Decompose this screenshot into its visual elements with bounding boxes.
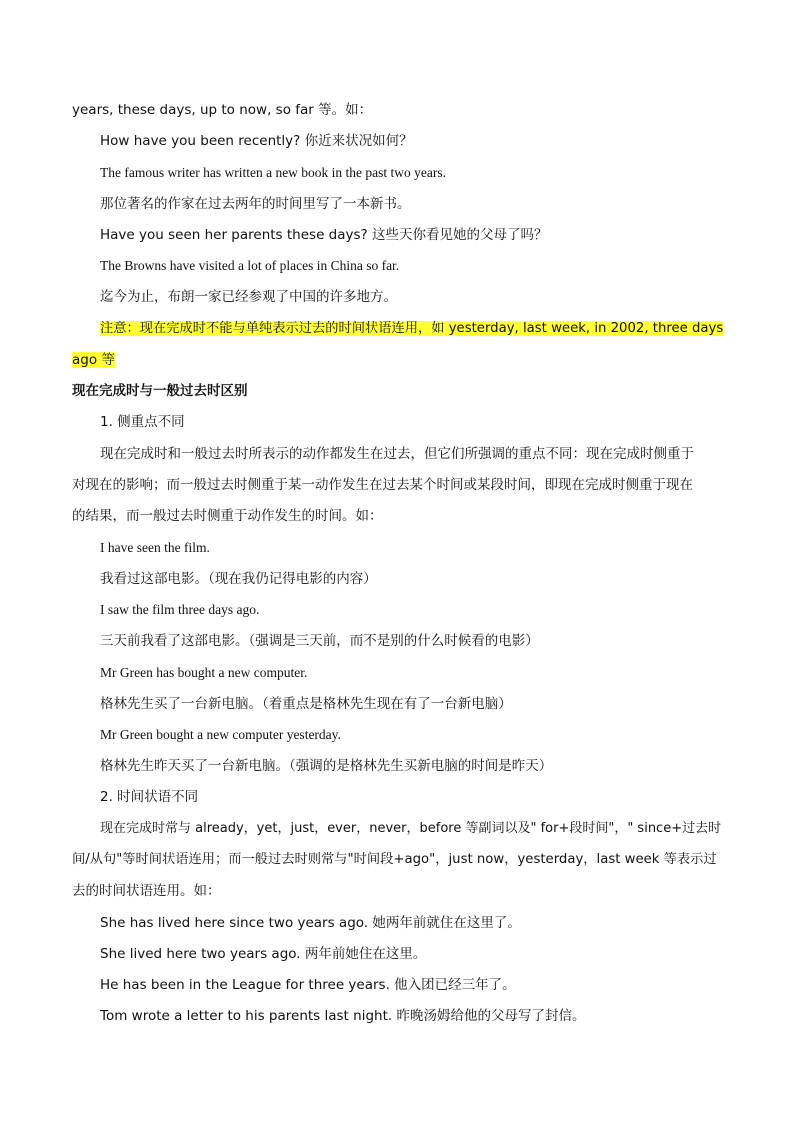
translation-line: 那位著名的作家在过去两年的时间里写了一本新书。	[100, 196, 411, 212]
example-line: Tom wrote a letter to his parents last night. 昨晚汤姆给他的父母写了封信。	[100, 1008, 586, 1024]
section-heading: 现在完成时与一般过去时区别	[72, 383, 248, 399]
example-line: She has lived here since two years ago. 她两年前就住在这里了。	[100, 915, 521, 931]
paragraph-line: 去的时间状语连用。如：	[72, 883, 221, 899]
translation-line: 格林先生买了一台新电脑。（着重点是格林先生现在有了一台新电脑）	[100, 696, 512, 712]
example-line: I have seen the film.	[100, 540, 210, 555]
subheading-1: 1. 侧重点不同	[100, 414, 185, 430]
highlight: ago 等	[72, 352, 115, 368]
translation-line: 三天前我看了这部电影。（强调是三天前，而不是别的什么时候看的电影）	[100, 633, 539, 649]
paragraph-line: 现在完成时和一般过去时所表示的动作都发生在过去，但它们所强调的重点不同：现在完成时侧重于	[100, 446, 694, 462]
example-line: The Browns have visited a lot of places in China so far.	[100, 258, 400, 273]
translation-line: 格林先生昨天买了一台新电脑。（强调的是格林先生买新电脑的时间是昨天）	[100, 758, 553, 774]
example-line: How have you been recently? 你近来状况如何？	[100, 133, 413, 149]
note-line-1	[100, 319, 724, 339]
paragraph-line: 对现在的影响；而一般过去时侧重于某一动作发生在过去某个时间或某段时间，即现在完成时侧重于现在	[72, 477, 693, 493]
example-line: She lived here two years ago. 两年前她住在这里。	[100, 946, 427, 962]
translation-line: 我看过这部电影。（现在我仍记得电影的内容）	[100, 571, 377, 587]
example-line: The famous writer has written a new book in the past two years.	[100, 165, 447, 180]
paragraph-line: 现在完成时常与 already，yet，just，ever，never，before 等副词以及" for+段时间"，" since+过去时	[100, 821, 722, 836]
example-line: He has been in the League for three years. 他入团已经三年了。	[100, 977, 516, 993]
translation-line: 迄今为止，布朗一家已经参观了中国的许多地方。	[100, 289, 397, 305]
note-line-2	[72, 350, 724, 370]
text-line: years, these days, up to now, so far 等。如：	[72, 102, 373, 118]
example-line: Mr Green has bought a new computer.	[100, 665, 308, 680]
paragraph-line: 间/从句"等时间状语连用；而一般过去时则常与"时间段+ago"，just now，yesterday，last week 等表示过	[72, 852, 717, 867]
example-line: Have you seen her parents these days? 这些天你看见她的父母了吗？	[100, 227, 548, 243]
subheading-2: 2. 时间状语不同	[100, 789, 199, 805]
highlight: 注意：现在完成时不能与单纯表示过去的时间状语连用，如 yesterday, last week, in 2002, three days	[100, 321, 724, 336]
example-line: Mr Green bought a new computer yesterday.	[100, 727, 341, 742]
example-line: I saw the film three days ago.	[100, 602, 260, 617]
paragraph-line: 的结果，而一般过去时侧重于动作发生的时间。如：	[72, 508, 383, 524]
